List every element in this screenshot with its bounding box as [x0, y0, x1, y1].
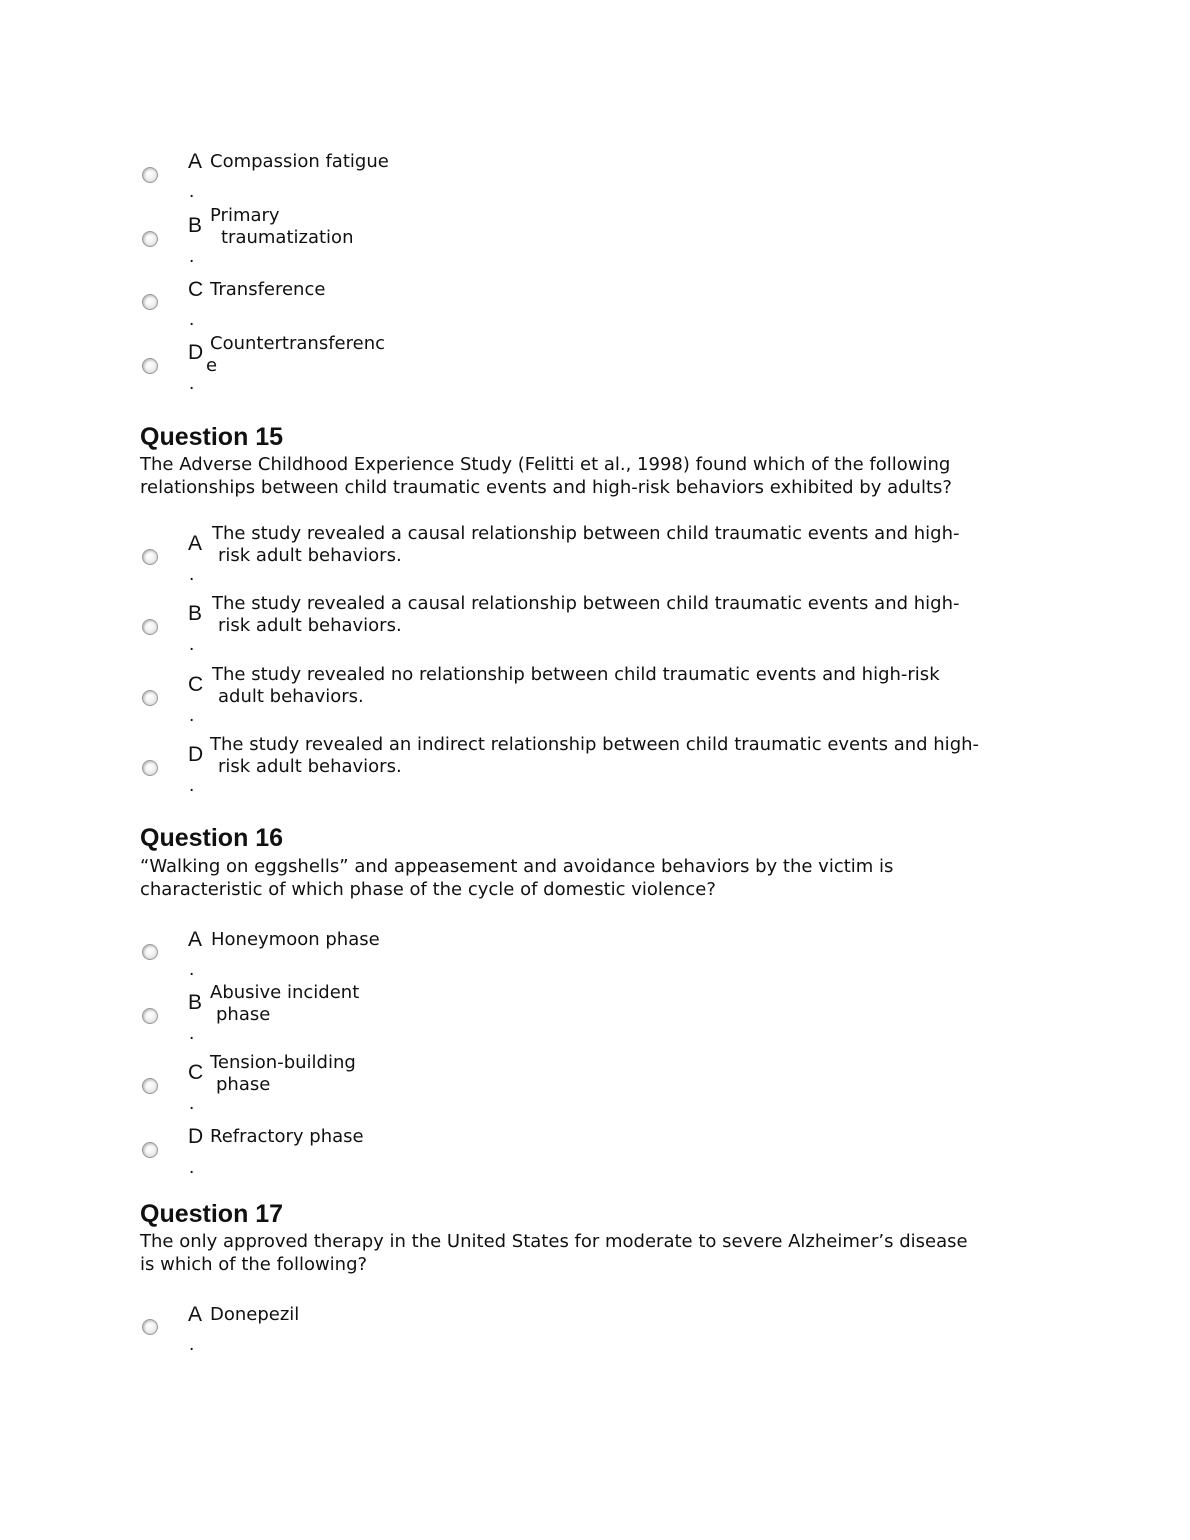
option-period: . [189, 309, 195, 330]
option-period: . [189, 246, 195, 267]
question-16-title: Question 16 [140, 824, 284, 852]
option-period: . [189, 705, 195, 726]
option-text: The study revealed no relationship between child traumatic events and high-risk adult behaviors. [212, 664, 940, 707]
option-period: . [189, 634, 195, 655]
option-letter: A [188, 928, 203, 951]
option-text: Countertransferenc e [206, 333, 385, 376]
radio-button[interactable] [142, 944, 158, 960]
option-period: . [189, 1023, 195, 1044]
option-letter: D [188, 1125, 204, 1148]
question-15-title: Question 15 [140, 423, 284, 451]
radio-button[interactable] [142, 231, 158, 247]
option-text: Honeymoon phase [211, 929, 380, 950]
option-letter: A [188, 1303, 203, 1326]
option-letter: D [188, 341, 204, 364]
option-text: Transference [210, 279, 326, 300]
option-period: . [189, 1334, 195, 1355]
radio-button[interactable] [142, 1008, 158, 1024]
question-17-title: Question 17 [140, 1200, 284, 1228]
option-text: The study revealed an indirect relationship between child traumatic events and high- risk adult behaviors. [210, 734, 980, 777]
option-period: . [189, 775, 195, 796]
option-text: Abusive incident phase [210, 982, 360, 1025]
radio-button[interactable] [142, 1078, 158, 1094]
option-letter: C [188, 278, 204, 301]
option-text: Donepezil [210, 1304, 300, 1325]
question-15-stem: The Adverse Childhood Experience Study (Felitti et al., 1998) found which of the following relationships between child traumatic events and high-risk behaviors exhibited by adults? [140, 454, 952, 498]
option-period: . [189, 373, 195, 394]
radio-button[interactable] [142, 690, 158, 706]
radio-button[interactable] [142, 294, 158, 310]
radio-button[interactable] [142, 1319, 158, 1335]
option-period: . [189, 1157, 195, 1178]
option-letter: B [188, 214, 203, 237]
radio-button[interactable] [142, 167, 158, 183]
radio-button[interactable] [142, 619, 158, 635]
radio-button[interactable] [142, 358, 158, 374]
radio-button[interactable] [142, 1142, 158, 1158]
option-text: The study revealed a causal relationship between child traumatic events and high- risk adult behaviors. [212, 523, 960, 566]
option-text: Primary traumatization [210, 205, 354, 248]
option-letter: B [188, 602, 203, 625]
option-letter: D [188, 743, 204, 766]
option-text: Tension-building phase [210, 1052, 356, 1095]
option-text: Refractory phase [210, 1126, 364, 1147]
option-letter: A [188, 532, 203, 555]
option-letter: C [188, 673, 204, 696]
radio-button[interactable] [142, 549, 158, 565]
option-letter: C [188, 1061, 204, 1084]
question-16-stem: “Walking on eggshells” and appeasement and avoidance behaviors by the victim is characteristic of which phase of the cycle of domestic violence? [140, 856, 894, 900]
option-text: The study revealed a causal relationship between child traumatic events and high- risk adult behaviors. [212, 593, 960, 636]
option-letter: A [188, 150, 203, 173]
option-period: . [189, 1093, 195, 1114]
option-letter: B [188, 991, 203, 1014]
option-period: . [189, 959, 195, 980]
option-period: . [189, 181, 195, 202]
question-17-stem: The only approved therapy in the United States for moderate to severe Alzheimer’s disease is which of the following? [140, 1231, 968, 1275]
radio-button[interactable] [142, 760, 158, 776]
option-period: . [189, 564, 195, 585]
option-text: Compassion fatigue [210, 151, 389, 172]
